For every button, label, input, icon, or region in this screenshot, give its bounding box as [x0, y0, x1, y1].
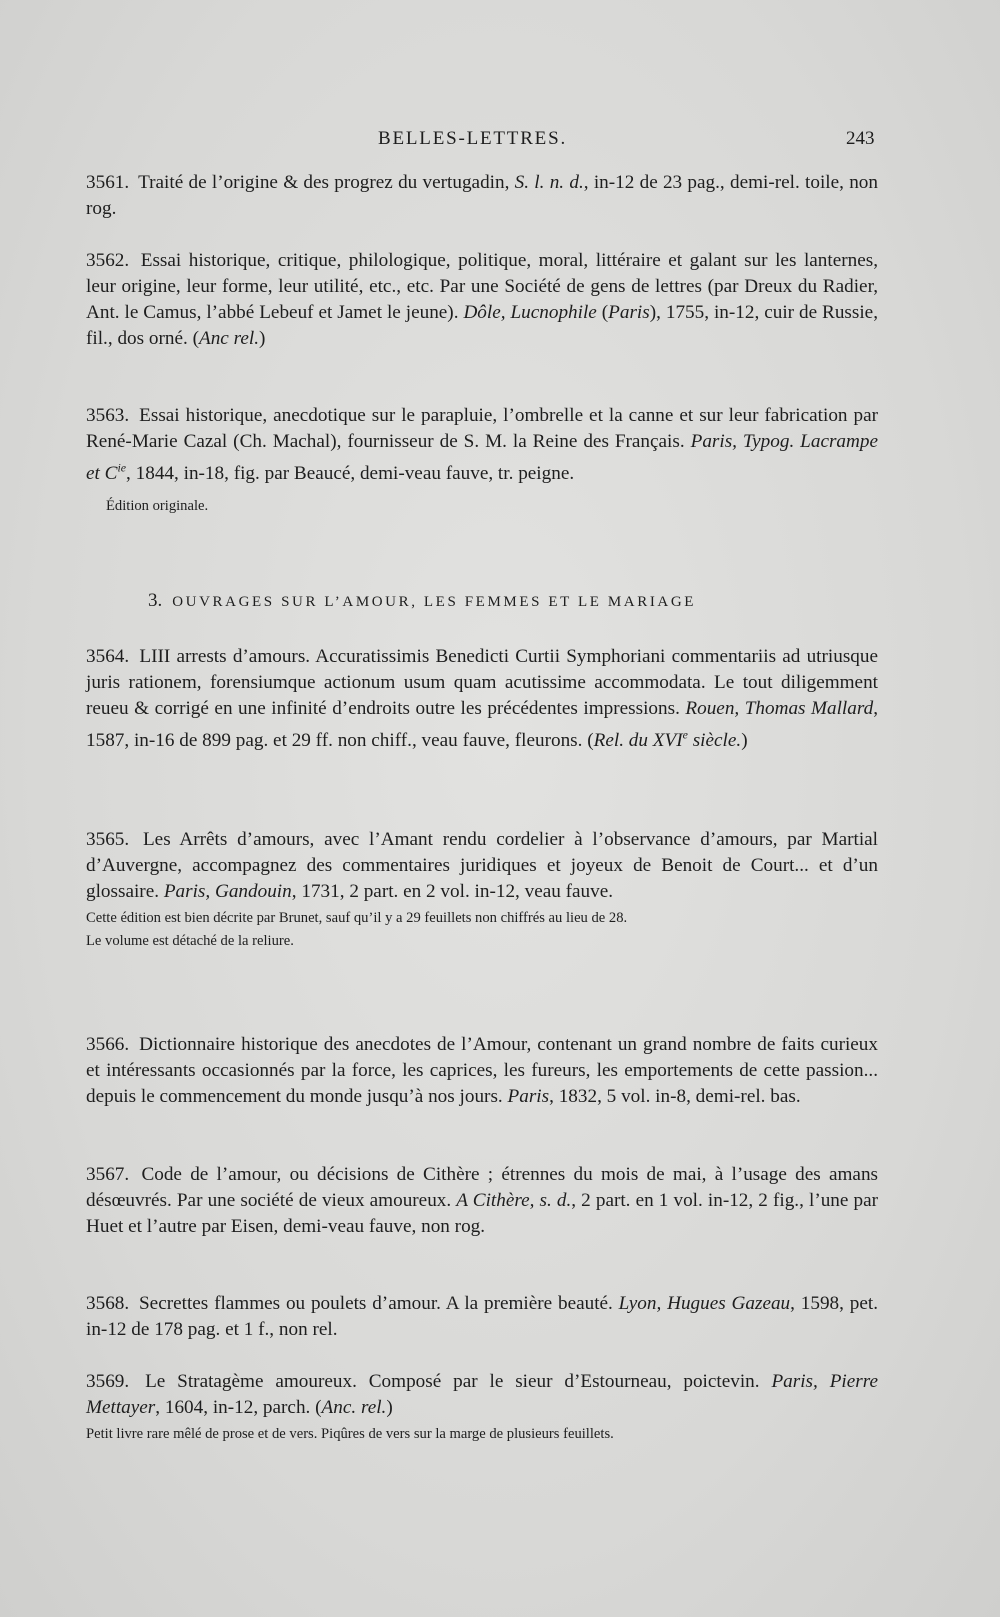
catalog-entry-3569: [86, 1369, 878, 1444]
entry-number: 3565.: [86, 829, 130, 850]
entry-text: [86, 250, 878, 349]
entry-text-run: Code de l’amour, ou décisions de Cithère ; étrennes du mois de mai, à l’usage des amans désœuvrés. Par une société de vieux amoureux.: [86, 1164, 878, 1211]
catalog-entry-3568: [86, 1291, 878, 1343]
entry-text-run: Paris, Gandouin: [163, 881, 292, 902]
entry-text-run: Les Arrêts d’amours, avec l’Amant rendu cordelier à l’observance d’amours, par Martial d’Auvergne, accompagnez des commentaires juridiques et joyeux de Benoit de Court... et d’un glossaire.: [86, 829, 879, 902]
entry-text-run: Essai historique, anecdotique sur le parapluie, l’ombrelle et la canne et sur leur fabrication par René-Marie Cazal (Ch. Machal), fournisseur de S. M. la Reine des Français.: [86, 405, 878, 452]
entry-text-run: LIII arrests d’amours. Accuratissimis Benedicti Curtii Symphoriani commentariis ad utriusque juris rationem, forensiumque actionum usum quam acutissime accommodata. Le tout diligemment reueu & corrigé en une infinité d’endroits outre les précédentes impressions.: [86, 646, 879, 719]
entry-text-run: , in-12 de 23 pag., demi-rel. toile, non rog.: [86, 172, 878, 219]
section-heading: [148, 590, 696, 612]
entry-text-run: , 1604, in-12, parch. (: [155, 1397, 322, 1418]
entry-text-run: Essai historique, critique, philologique, politique, moral, littéraire et galant sur les lanternes, leur origine, leur forme, leur utilité, etc., etc. Par une Société de gens de lettres (par Dreux du Radier, Ant. le Camus, l’abbé Lebeuf et Jamet le jeune).: [86, 250, 879, 323]
entry-number: 3568.: [86, 1293, 130, 1314]
page-number: 243: [846, 128, 875, 149]
entry-text-run: e: [682, 728, 688, 742]
catalog-entry-3567: [86, 1162, 878, 1240]
entry-text-run: Lyon, Hugues Gazeau: [618, 1293, 791, 1314]
entry-number: 3566.: [86, 1034, 130, 1055]
entry-text: [86, 172, 878, 219]
entry-note: Petit livre rare mêlé de prose et de vers. Piqûres de vers sur la marge de plusieurs feuillets.: [86, 1426, 614, 1442]
entry-text: [86, 405, 878, 484]
catalog-entry-3561: [86, 170, 878, 222]
entry-number: 3563.: [86, 405, 130, 426]
entry-text-run: , 1598, pet. in-12 de 178 pag. et 1 f., non rel.: [86, 1293, 878, 1340]
entry-notes: [86, 1425, 878, 1444]
entry-note: Cette édition est bien décrite par Brunet, sauf qu’il y a 29 feuillets non chiffrés au lieu de 28.: [86, 910, 628, 926]
entry-note: Édition originale.: [106, 498, 209, 515]
catalog-entry-3566: [86, 1032, 878, 1110]
running-head: [0, 128, 1000, 152]
entry-notes: [86, 497, 878, 516]
entry-text-run: Paris, Typog. Lacrampe et C: [86, 431, 878, 485]
entry-number: 3561.: [86, 172, 130, 193]
entry-text-run: , 1832, 5 vol. in-8, demi-rel. bas.: [549, 1086, 801, 1107]
entry-text-run: Paris: [608, 302, 650, 323]
entry-text-run: Secrettes flammes ou poulets d’amour. A la première beauté.: [139, 1293, 619, 1314]
entry-text-run: siècle.: [687, 730, 742, 752]
entry-text-run: Anc. rel.: [321, 1397, 387, 1418]
entry-text-run: A Cithère, s. d.: [456, 1190, 572, 1211]
entry-text-run: Anc rel.: [198, 328, 260, 349]
entry-text-run: ie: [117, 461, 127, 475]
catalog-entry-3564: [86, 644, 878, 754]
section-number: 3.: [148, 590, 163, 611]
entry-text: [86, 1371, 878, 1418]
entry-text-run: ): [386, 1397, 393, 1418]
entry-text-run: (: [596, 302, 609, 323]
entry-text-run: , 1844, in-18, fig. par Beaucé, demi-veau fauve, tr. peigne.: [126, 463, 575, 485]
entry-text: [86, 646, 878, 751]
running-title: BELLES-LETTRES.: [378, 128, 568, 149]
entry-text-run: Paris, Pierre Mettayer: [86, 1371, 878, 1418]
entry-number: 3564.: [86, 646, 130, 667]
entry-text-run: Rel. du XVI: [593, 730, 683, 752]
entry-text-run: Rouen, Thomas Mallard: [685, 698, 874, 719]
entry-number: 3562.: [86, 250, 130, 271]
entry-note: Le volume est détaché de la reliure.: [86, 933, 294, 949]
entry-notes: [86, 909, 878, 951]
entry-number: 3569.: [86, 1371, 130, 1392]
entry-text-run: Traité de l’origine & des progrez du vertugadin,: [138, 172, 515, 193]
entry-text-run: Dôle, Lucnophile: [463, 302, 597, 323]
entry-text-run: ): [741, 730, 748, 752]
entry-text: [86, 1164, 878, 1237]
catalog-entry-3565: [86, 827, 878, 951]
catalog-entry-3562: [86, 248, 878, 352]
entry-text: [86, 1034, 878, 1107]
entry-text-run: ): [259, 328, 266, 349]
entry-number: 3567.: [86, 1164, 130, 1185]
entry-text-run: ), 1755, in-12, cuir de Russie, fil., dos orné. (: [86, 302, 878, 349]
entry-text-run: S. l. n. d.: [514, 172, 584, 193]
entry-text-run: Dictionnaire historique des anecdotes de l’Amour, contenant un grand nombre de faits curieux et intéressants occasionnés par la force, les caprices, les fureurs, les emportements de cette passion... depuis le commencement du monde jusqu’à nos jours.: [86, 1034, 878, 1107]
catalog-entry-3563: [86, 403, 878, 516]
entry-text: [86, 829, 878, 902]
entry-text-run: , 2 part. en 1 vol. in-12, 2 fig., l’une par Huet et l’autre par Eisen, demi-veau fauve, non rog.: [86, 1190, 879, 1237]
section-title: OUVRAGES SUR L’AMOUR, LES FEMMES ET LE MARIAGE: [172, 594, 697, 610]
entry-text-run: Le Stratagème amoureux. Composé par le sieur d’Estourneau, poictevin.: [145, 1371, 772, 1392]
entry-text-run: Paris: [507, 1086, 550, 1107]
entry-text-run: , 1731, 2 part. en 2 vol. in-12, veau fauve.: [291, 881, 614, 902]
entry-text-run: , 1587, in-16 de 899 pag. et 29 ff. non chiff., veau fauve, fleurons. (: [86, 698, 879, 752]
entry-text: [86, 1293, 878, 1340]
